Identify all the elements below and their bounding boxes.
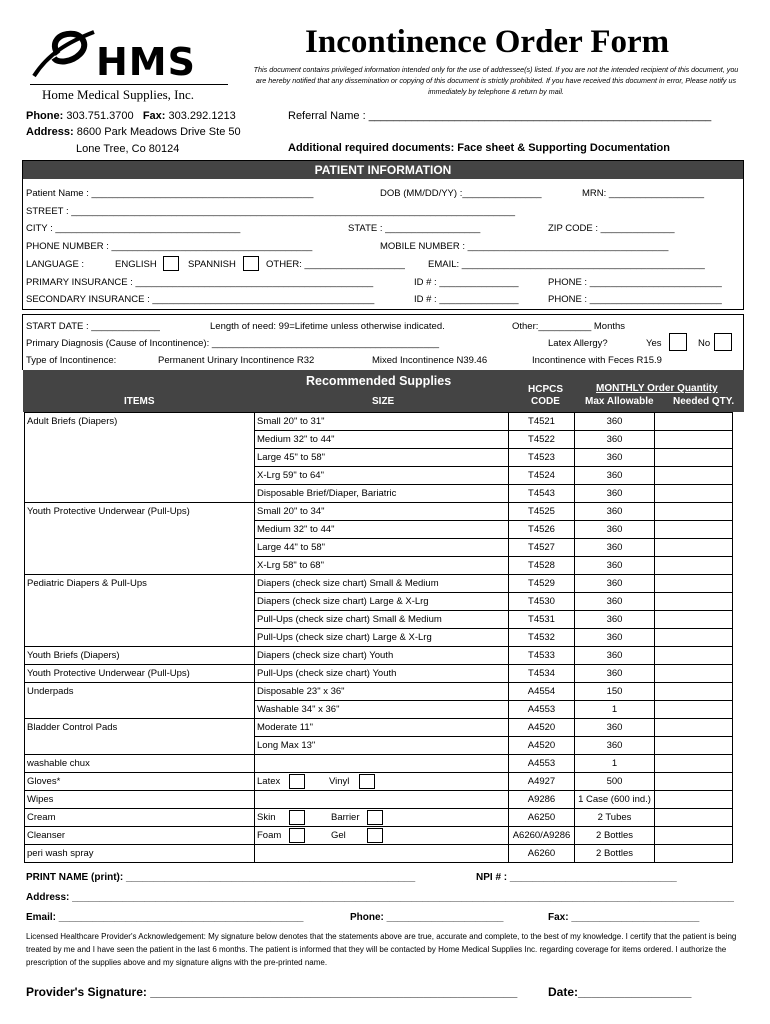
hcpcs-code-cell: A6260 — [509, 845, 575, 863]
needed-qty-cell[interactable] — [655, 719, 733, 737]
needed-qty-cell[interactable] — [655, 503, 733, 521]
item-cell: peri wash spray — [25, 845, 255, 863]
item-cell: Wipes — [25, 791, 255, 809]
item-cell — [25, 467, 255, 485]
col-items: ITEMS — [124, 396, 155, 407]
provider-fax-field[interactable]: Fax: _______________________ — [548, 912, 700, 923]
needed-qty-cell[interactable] — [655, 845, 733, 863]
table-row — [25, 647, 733, 665]
barrier-label: Barrier — [331, 812, 360, 823]
size-cell: Diapers (check size chart) Large & X-Lrg — [255, 593, 509, 611]
needed-qty-cell[interactable] — [655, 557, 733, 575]
spanish-label: SPANNISH — [188, 259, 236, 270]
secondary-insurance-field[interactable]: SECONDARY INSURANCE : __________________________________________ — [26, 294, 375, 305]
secondary-phone-field[interactable]: PHONE : _________________________ — [548, 294, 722, 305]
item-cell: washable chux — [25, 755, 255, 773]
vinyl-checkbox[interactable] — [359, 774, 375, 789]
max-allowable-cell: 2 Bottles — [575, 845, 655, 863]
mrn-field[interactable]: MRN: __________________ — [582, 188, 705, 199]
hcpcs-code-cell: A4520 — [509, 737, 575, 755]
item-cell: Gloves* — [25, 773, 255, 791]
other-months-field[interactable]: Other:__________ Months — [512, 321, 626, 332]
page-title: Incontinence Order Form — [305, 24, 670, 60]
table-row — [25, 467, 733, 485]
hcpcs-code-cell: T4543 — [509, 485, 575, 503]
table-row — [25, 791, 733, 809]
max-allowable-cell: 500 — [575, 773, 655, 791]
needed-qty-cell[interactable] — [655, 737, 733, 755]
latex-label: Latex — [257, 776, 281, 787]
supplies-title: Recommended Supplies — [306, 374, 452, 388]
item-cell — [25, 593, 255, 611]
max-allowable-cell: 360 — [575, 593, 655, 611]
vinyl-label: Vinyl — [329, 776, 350, 787]
size-cell: X-Lrg 59" to 64" — [255, 467, 509, 485]
needed-qty-cell[interactable] — [655, 467, 733, 485]
gel-label: Gel — [331, 830, 346, 841]
size-cell: Washable 34" x 36" — [255, 701, 509, 719]
size-cell: Small 20" to 34" — [255, 503, 509, 521]
needed-qty-cell[interactable] — [655, 773, 733, 791]
hcpcs-code-cell: T4524 — [509, 467, 575, 485]
size-cell — [255, 755, 509, 773]
hcpcs-code-cell: T4521 — [509, 413, 575, 431]
table-row — [25, 431, 733, 449]
size-cell: Pull-Ups (check size chart) Small & Medium — [255, 611, 509, 629]
size-cell: X-Lrg 58" to 68" — [255, 557, 509, 575]
length-of-need: Length of need: 99=Lifetime unless otherwise indicated. — [210, 321, 445, 332]
npi-field[interactable]: NPI # : ______________________________ — [476, 872, 677, 883]
needed-qty-cell[interactable] — [655, 809, 733, 827]
item-cell — [25, 485, 255, 503]
gel-checkbox[interactable] — [367, 828, 383, 843]
patient-name-field[interactable]: Patient Name : __________________________________________ — [26, 188, 314, 199]
additional-docs: Additional required documents: Face sheet & Supporting Documentation — [288, 142, 670, 154]
table-row — [25, 629, 733, 647]
secondary-id-field[interactable]: ID # : _______________ — [414, 294, 519, 305]
hcpcs-code-cell: T4534 — [509, 665, 575, 683]
max-allowable-cell: 2 Bottles — [575, 827, 655, 845]
hcpcs-code-cell: A4927 — [509, 773, 575, 791]
item-cell — [25, 521, 255, 539]
needed-qty-cell[interactable] — [655, 575, 733, 593]
item-cell: Underpads — [25, 683, 255, 701]
col-size: SIZE — [372, 396, 395, 407]
street-field[interactable]: STREET : ____________________________________________________________________________________ — [26, 206, 516, 217]
table-row — [25, 719, 733, 737]
mobile-field[interactable]: MOBILE NUMBER : ______________________________________ — [380, 241, 669, 252]
size-cell: Large 44" to 58" — [255, 539, 509, 557]
needed-qty-cell[interactable] — [655, 647, 733, 665]
provider-address-field[interactable]: Address: _______________________________________________________________________________________________________________________ — [26, 892, 734, 903]
table-row — [25, 593, 733, 611]
table-row — [25, 809, 733, 827]
table-row — [25, 485, 733, 503]
email-field[interactable]: EMAIL: ______________________________________________ — [428, 259, 705, 270]
foam-label: Foam — [257, 830, 282, 841]
item-cell — [25, 431, 255, 449]
col-hcpcs: HCPCS — [528, 384, 564, 395]
table-row — [25, 701, 733, 719]
needed-qty-cell[interactable] — [655, 593, 733, 611]
logo-tagline: Home Medical Supplies, Inc. — [42, 87, 194, 102]
latex-checkbox[interactable] — [289, 774, 305, 789]
english-label: ENGLISH — [115, 259, 157, 270]
latex-allergy-label: Latex Allergy? — [548, 338, 608, 349]
hcpcs-code-cell: T4530 — [509, 593, 575, 611]
table-row — [25, 773, 733, 791]
latex-no-checkbox[interactable] — [714, 333, 732, 351]
item-cell: Youth Briefs (Diapers) — [25, 647, 255, 665]
english-checkbox[interactable] — [163, 256, 179, 271]
table-row — [25, 611, 733, 629]
primary-phone-field[interactable]: PHONE : _________________________ — [548, 277, 722, 288]
max-allowable-cell: 360 — [575, 503, 655, 521]
item-cell: Adult Briefs (Diapers) — [25, 413, 255, 431]
hcpcs-code-cell: A4553 — [509, 755, 575, 773]
start-date-field[interactable]: START DATE : _____________ — [26, 321, 160, 332]
size-cell — [255, 773, 509, 791]
size-cell: Diapers (check size chart) Small & Medium — [255, 575, 509, 593]
max-allowable-cell: 360 — [575, 521, 655, 539]
referral-name-field[interactable]: Referral Name : ________________________________________________________ — [288, 110, 712, 122]
size-cell: Medium 32" to 44" — [255, 431, 509, 449]
size-cell: Disposable Brief/Diaper, Bariatric — [255, 485, 509, 503]
size-cell — [255, 809, 509, 827]
item-cell: Youth Protective Underwear (Pull-Ups) — [25, 665, 255, 683]
hcpcs-code-cell: T4527 — [509, 539, 575, 557]
needed-qty-cell[interactable] — [655, 827, 733, 845]
hcpcs-code-cell: A6250 — [509, 809, 575, 827]
provider-signature-field[interactable]: Provider's Signature: _______________________________________________________ — [26, 985, 518, 999]
latex-yes-checkbox[interactable] — [669, 333, 687, 351]
state-field[interactable]: STATE : __________________ — [348, 223, 481, 234]
max-allowable-cell: 360 — [575, 467, 655, 485]
item-cell — [25, 701, 255, 719]
size-cell: Diapers (check size chart) Youth — [255, 647, 509, 665]
provider-phone-field[interactable]: Phone: _____________________ — [350, 912, 504, 923]
table-row — [25, 755, 733, 773]
needed-qty-cell[interactable] — [655, 665, 733, 683]
max-allowable-cell: 360 — [575, 539, 655, 557]
needed-qty-cell[interactable] — [655, 539, 733, 557]
max-allowable-cell: 2 Tubes — [575, 809, 655, 827]
print-name-field[interactable]: PRINT NAME (print): ____________________________________________________ — [26, 872, 416, 883]
needed-qty-cell[interactable] — [655, 611, 733, 629]
max-allowable-cell: 360 — [575, 485, 655, 503]
table-row — [25, 557, 733, 575]
size-cell — [255, 791, 509, 809]
provider-email-field[interactable]: Email: ____________________________________________ — [26, 912, 304, 923]
col-needed: Needed QTY. — [673, 396, 735, 407]
hcpcs-code-cell: A4554 — [509, 683, 575, 701]
table-row — [25, 665, 733, 683]
table-row — [25, 449, 733, 467]
item-cell — [25, 449, 255, 467]
max-allowable-cell: 360 — [575, 449, 655, 467]
company-address-line2: Lone Tree, Co 80124 — [76, 143, 180, 155]
item-cell — [25, 557, 255, 575]
spanish-checkbox[interactable] — [243, 256, 259, 271]
disclaimer: This document contains privileged information intended only for the use of addressee(s) listed. If you are not the intended recipient of this document, you are hereby notified that any dissemination or copying of this document is strictly prohibited. If you have received this document in error, Please notify us immediately by telephone & return by mail. — [253, 65, 739, 96]
max-allowable-cell: 1 — [575, 701, 655, 719]
diagnosis-field[interactable]: Primary Diagnosis (Cause of Incontinence): ___________________________________________ — [26, 338, 440, 349]
table-row — [25, 737, 733, 755]
hcpcs-code-cell: T4532 — [509, 629, 575, 647]
needed-qty-cell[interactable] — [655, 485, 733, 503]
company-address: Address: 8600 Park Meadows Drive Ste 50 — [26, 126, 241, 138]
needed-qty-cell[interactable] — [655, 629, 733, 647]
primary-insurance-field[interactable]: PRIMARY INSURANCE : _____________________________________________ — [26, 277, 374, 288]
size-cell: Medium 32" to 44" — [255, 521, 509, 539]
company-phone-line: Phone: 303.751.3700 Fax: 303.292.1213 — [26, 110, 236, 122]
max-allowable-cell: 360 — [575, 611, 655, 629]
size-cell: Small 20" to 31" — [255, 413, 509, 431]
foam-checkbox[interactable] — [289, 828, 305, 843]
patient-info-header: PATIENT INFORMATION — [23, 161, 743, 179]
col-monthly: MONTHLY Order Quantity — [596, 383, 718, 394]
type-feces[interactable]: Incontinence with Feces R15.9 — [532, 355, 662, 366]
needed-qty-cell[interactable] — [655, 701, 733, 719]
latex-no-label: No — [698, 338, 711, 349]
needed-qty-cell[interactable] — [655, 413, 733, 431]
needed-qty-cell[interactable] — [655, 791, 733, 809]
hcpcs-code-cell: A6260/A9286 — [509, 827, 575, 845]
skin-checkbox[interactable] — [289, 810, 305, 825]
table-row — [25, 575, 733, 593]
hcpcs-code-cell: T4528 — [509, 557, 575, 575]
incontinence-type-label: Type of Incontinence: — [26, 355, 117, 366]
item-cell: Cream — [25, 809, 255, 827]
size-cell — [255, 827, 509, 845]
hcpcs-code-cell: T4525 — [509, 503, 575, 521]
max-allowable-cell: 1 Case (600 ind.) — [575, 791, 655, 809]
needed-qty-cell[interactable] — [655, 521, 733, 539]
type-mixed[interactable]: Mixed Incontinence N39.46 — [372, 355, 488, 366]
col-max: Max Allowable — [585, 396, 654, 407]
item-cell — [25, 629, 255, 647]
other-language-field[interactable]: OTHER: ___________________ — [266, 259, 405, 270]
skin-label: Skin — [257, 812, 276, 823]
provider-acknowledgement: Licensed Healthcare Provider's Acknowledgement: My signature below denotes that the statements above are true, accurate and complete, to the best of my knowledge. I certify that the patient is being treated by me and I have seen the patient in the last 6 months. The patient is informed that they will be contacted by Home Medical Supplies Inc. regarding coverage for items ordered. I authorize the prescription of the supplies above and my signature aligns with the pre-printed name. — [26, 932, 737, 967]
max-allowable-cell: 360 — [575, 665, 655, 683]
size-cell: Large 45" to 58" — [255, 449, 509, 467]
max-allowable-cell: 360 — [575, 575, 655, 593]
hcpcs-code-cell: A4553 — [509, 701, 575, 719]
hcpcs-code-cell: T4533 — [509, 647, 575, 665]
item-cell: Cleanser — [25, 827, 255, 845]
table-row — [25, 683, 733, 701]
signature-date-field[interactable]: Date:_________________ — [548, 985, 692, 999]
phone-field[interactable]: PHONE NUMBER : ______________________________________ — [26, 241, 313, 252]
col-code: CODE — [531, 396, 560, 407]
city-field[interactable]: CITY : ___________________________________ — [26, 223, 241, 234]
item-cell: Bladder Control Pads — [25, 719, 255, 737]
logo-brand: HMS — [96, 40, 196, 84]
latex-yes-label: Yes — [646, 338, 662, 349]
barrier-checkbox[interactable] — [367, 810, 383, 825]
max-allowable-cell: 1 — [575, 755, 655, 773]
table-row — [25, 539, 733, 557]
size-cell: Moderate 11" — [255, 719, 509, 737]
type-permanent-urinary[interactable]: Permanent Urinary Incontinence R32 — [158, 355, 315, 366]
hcpcs-code-cell: T4526 — [509, 521, 575, 539]
primary-id-field[interactable]: ID # : _______________ — [414, 277, 519, 288]
max-allowable-cell: 360 — [575, 431, 655, 449]
language-label: LANGUAGE : — [26, 259, 85, 270]
size-cell: Disposable 23" x 36" — [255, 683, 509, 701]
max-allowable-cell: 360 — [575, 629, 655, 647]
hcpcs-code-cell: A9286 — [509, 791, 575, 809]
max-allowable-cell: 360 — [575, 557, 655, 575]
size-cell: Pull-Ups (check size chart) Youth — [255, 665, 509, 683]
size-cell: Long Max 13" — [255, 737, 509, 755]
table-row — [25, 827, 733, 845]
logo-swoosh-icon — [28, 24, 98, 86]
dob-field[interactable]: DOB (MM/DD/YY) :_______________ — [380, 188, 542, 199]
needed-qty-cell[interactable] — [655, 449, 733, 467]
hcpcs-code-cell: T4523 — [509, 449, 575, 467]
max-allowable-cell: 360 — [575, 647, 655, 665]
zip-field[interactable]: ZIP CODE : ______________ — [548, 223, 675, 234]
max-allowable-cell: 360 — [575, 413, 655, 431]
table-row — [25, 845, 733, 863]
item-cell — [25, 737, 255, 755]
item-cell — [25, 611, 255, 629]
hcpcs-code-cell: T4531 — [509, 611, 575, 629]
max-allowable-cell: 360 — [575, 719, 655, 737]
hcpcs-code-cell: T4522 — [509, 431, 575, 449]
size-cell — [255, 845, 509, 863]
hcpcs-code-cell: T4529 — [509, 575, 575, 593]
table-row — [25, 521, 733, 539]
item-cell: Youth Protective Underwear (Pull-Ups) — [25, 503, 255, 521]
hcpcs-code-cell: A4520 — [509, 719, 575, 737]
max-allowable-cell: 360 — [575, 737, 655, 755]
needed-qty-cell[interactable] — [655, 755, 733, 773]
table-row — [25, 503, 733, 521]
size-cell: Pull-Ups (check size chart) Large & X-Lrg — [255, 629, 509, 647]
item-cell — [25, 539, 255, 557]
table-row — [25, 413, 733, 431]
max-allowable-cell: 150 — [575, 683, 655, 701]
needed-qty-cell[interactable] — [655, 431, 733, 449]
needed-qty-cell[interactable] — [655, 683, 733, 701]
supplies-table — [24, 412, 733, 863]
item-cell: Pediatric Diapers & Pull-Ups — [25, 575, 255, 593]
